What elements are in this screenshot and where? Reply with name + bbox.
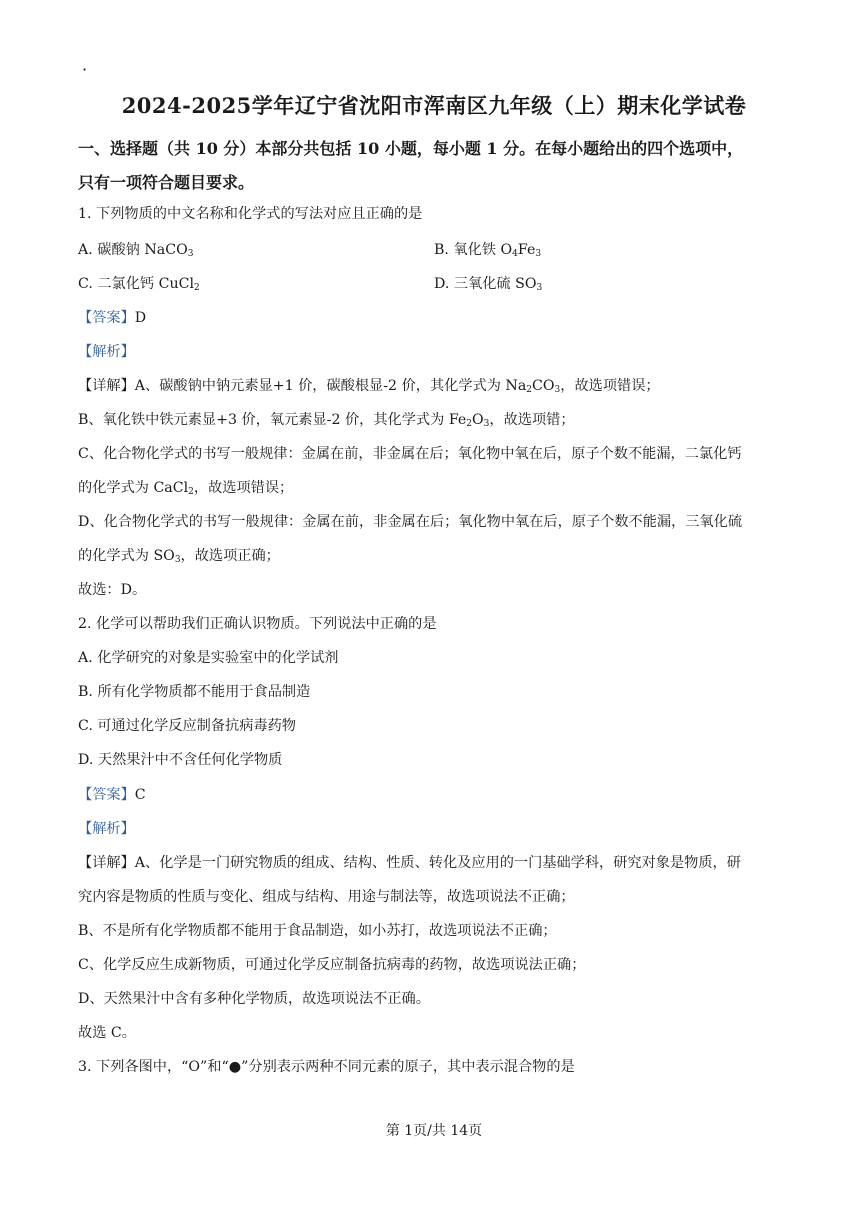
q1-option-d xyxy=(434,274,542,298)
q1-option-b-sub1: 4 xyxy=(512,249,518,259)
q1-detail-sub: 3 xyxy=(483,419,490,429)
q1-answer xyxy=(78,308,790,328)
q1-option-a-text: A. 碳酸钠 NaCO xyxy=(78,242,188,258)
corner-dot: · xyxy=(82,60,88,79)
q1-option-b-mid: Fe xyxy=(517,242,536,258)
q2-detail-tag: 【详解】 xyxy=(78,855,135,871)
q1-detail-sub: 3 xyxy=(554,385,561,395)
q1-detail-text: ，故选项正确； xyxy=(180,548,280,564)
q2-detail-line5: D、天然果汁中含有多种化学物质，故选项说法不正确。 xyxy=(78,991,430,1007)
q2-option-c: C. 可通过化学反应制备抗病毒药物 xyxy=(78,718,296,734)
q1-option-b-text: B. 氧化铁 O xyxy=(434,242,513,258)
q1-detail-text: ，故选项错； xyxy=(489,412,575,428)
q1-detail-text: 的化学式为 CaCl xyxy=(78,480,189,496)
q1-detail-text: B、氧化铁中铁元素显+3 价，氧元素显-2 价，其化学式为 Fe xyxy=(78,412,467,428)
q2-answer-value: C xyxy=(134,787,146,803)
page-title: 2024-2025学年辽宁省沈阳市浑南区九年级（上）期末化学试卷 xyxy=(121,93,747,118)
q1-detail-sub: 2 xyxy=(188,487,194,497)
q1-detail-line2 xyxy=(78,410,790,434)
q1-detail-text: O xyxy=(472,412,484,428)
q1-detail-line1 xyxy=(78,376,790,400)
q1-analysis xyxy=(78,342,790,362)
q1-detail-text: A、碳酸钠中钠元素显+1 价，碳酸根显-2 价，其化学式为 Na xyxy=(134,378,527,394)
q2-analysis xyxy=(78,819,790,839)
q1-detail-tag: 【详解】 xyxy=(78,378,135,394)
q2-stem: 2. 化学可以帮助我们正确认识物质。下列说法中正确的是 xyxy=(78,616,437,632)
section-heading xyxy=(78,132,788,200)
q2-detail-line3: B、不是所有化学物质都不能用于食品制造，如小苏打，故选项说法不正确； xyxy=(78,923,557,939)
q1-option-d-text: D. 三氧化硫 SO xyxy=(434,276,537,292)
q1-analysis-tag: 【解析】 xyxy=(78,344,135,360)
q2-choice: 故选 C。 xyxy=(78,1025,136,1041)
q1-detail-line4 xyxy=(78,478,790,502)
q3-stem: 3. 下列各图中，“O”和“●”分别表示两种不同元素的原子，其中表示混合物的是 xyxy=(78,1059,575,1075)
q1-option-c-text: C. 二氯化钙 CuCl xyxy=(78,276,195,292)
q1-detail-text: 的化学式为 SO xyxy=(78,548,175,564)
q1-answer-value: D xyxy=(134,310,147,326)
q1-option-a-sub: 3 xyxy=(187,249,194,259)
q2-analysis-tag: 【解析】 xyxy=(78,821,135,837)
q2-detail-line2: 究内容是物质的性质与变化、组成与结构、用途与制法等，故选项说法不正确； xyxy=(78,889,575,905)
q1-answer-tag: 【答案】 xyxy=(78,310,135,326)
q2-option-a: A. 化学研究的对象是实验室中的化学试剂 xyxy=(78,650,339,666)
q1-detail-text: ，故选项错误； xyxy=(193,480,294,496)
q1-option-b-sub2: 3 xyxy=(535,249,542,259)
q1-detail-text: ，故选项错误； xyxy=(560,378,660,394)
q1-option-d-sub: 3 xyxy=(536,283,543,293)
q1-detail-sub: 3 xyxy=(174,555,181,565)
q1-detail-text: CO xyxy=(532,378,555,394)
q1-detail-sub: 2 xyxy=(466,419,473,429)
section-heading-line2: 只有一项符合题目要求。 xyxy=(78,173,255,192)
q2-detail-text: A、化学是一门研究物质的组成、结构、性质、转化及应用的一门基础学科，研究对象是物质，研 xyxy=(134,855,741,871)
q2-detail-line4: C、化学反应生成新物质，可通过化学反应制备抗病毒的药物，故选项说法正确； xyxy=(78,957,586,973)
q1-detail-sub: 2 xyxy=(526,385,533,395)
page-footer: 第 1页/共 14页 xyxy=(385,1123,483,1139)
q2-answer-tag: 【答案】 xyxy=(78,787,135,803)
q1-detail-line3: C、化合物化学式的书写一般规律：金属在前，非金属在后；氧化物中氧在后，原子个数不能漏，二氯化钙 xyxy=(78,446,742,462)
q2-answer xyxy=(78,785,790,805)
q1-option-c-sub: 2 xyxy=(194,283,200,293)
section-heading-line1: 一、选择题（共 10 分）本部分共包括 10 小题，每小题 1 分。在每小题给出的四个选项中， xyxy=(78,139,744,158)
q1-choice: 故选：D。 xyxy=(78,582,147,598)
q2-option-b: B. 所有化学物质都不能用于食品制造 xyxy=(78,684,311,700)
q1-option-b xyxy=(434,240,541,264)
q1-detail-line6 xyxy=(78,546,790,570)
q1-stem: 1. 下列物质的中文名称和化学式的写法对应且正确的是 xyxy=(78,206,423,222)
q2-option-d: D. 天然果汁中不含任何化学物质 xyxy=(78,752,283,768)
q1-detail-line5: D、化合物化学式的书写一般规律：金属在前，非金属在后；氧化物中氧在后，原子个数不能漏，三氧化硫 xyxy=(78,514,743,530)
q2-detail-line1 xyxy=(78,853,790,873)
